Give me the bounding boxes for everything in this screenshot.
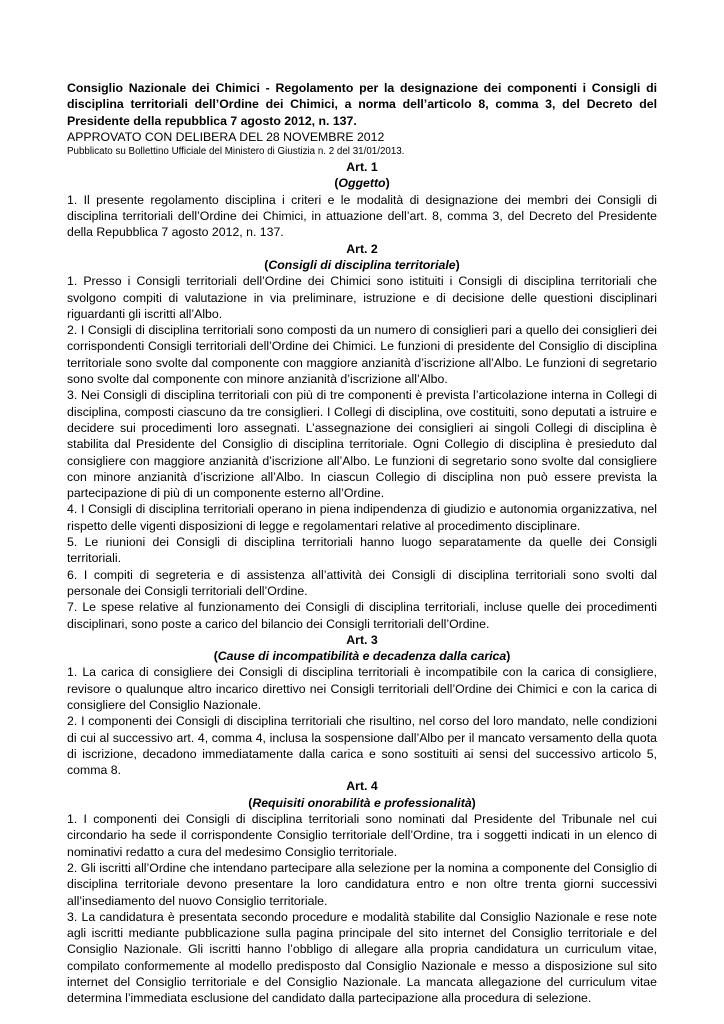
article-paragraph: 3. La candidatura è presentata secondo procedure e modalità stabilite dal Consiglio Nazionale e rese note agli iscritti mediante pubblicazione sulla pagina principale del sito internet del Consiglio territoriale e del Consiglio Nazionale. Gli iscritti hanno l’obbligo di allegare alla propria candidatura un curriculum vitae, compilato conformemente al modello predisposto dal Consiglio Nazionale e messo a disposizione sul sito internet del Consiglio territoriale e del Consiglio Nazionale. La mancata allegazione del curriculum vitae determina l’immediata esclusione del candidato dalla partecipazione alla procedura di selezione. <box>67 909 657 1006</box>
article-number: Art. 2 <box>346 241 378 256</box>
article-paragraph: 1. Presso i Consigli territoriali dell’Ordine dei Chimici sono istituiti i Consigli di disciplina territoriali che svolgono compiti di valutazione in via preliminare, istruzione e di decisione delle questioni disciplinari riguardanti gli iscritti all’Albo. <box>67 274 657 321</box>
article-title: (Oggetto) <box>334 176 390 191</box>
article-paragraph: 3. Nei Consigli di disciplina territoriali con più di tre componenti è prevista l’articolazione interna in Collegi di disciplina, composti ciascuno da tre consiglieri. I Collegi di disciplina, ove costituiti, sono deputati a istruire e decidere sui procedimenti loro assegnati. L’assegnazione dei consiglieri ai singoli Collegi di disciplina è stabilita dal Presidente del Consiglio di disciplina territoriale. Ogni Collegio di disciplina è presieduto dal consigliere con maggiore anzianità d’iscrizione all’Albo. Le funzioni di segretario sono svolte dal consigliere con minore anzianità d’iscrizione all’Albo. In ciascun Collegio di disciplina non può essere prevista la partecipazione di più di un componente esterno all’Ordine. <box>67 388 657 501</box>
article-paragraph: 2. Gli iscritti all’Ordine che intendano partecipare alla selezione per la nomina a componente del Consiglio di disciplina territoriale devono presentare la loro candidatura entro e non oltre trenta giorni successivi all’insediamento del nuovo Consiglio territoriale. <box>67 860 657 908</box>
article-paragraph: 2. I Consigli di disciplina territoriali sono composti da un numero di consiglieri pari a quello dei consiglieri dei corrispondenti Consigli territoriali dell’Ordine dei Chimici. Le funzioni di presidente del Consiglio di disciplina territoriale sono svolte dal componente con maggiore anzianità d’iscrizione all’Albo. Le funzioni di segretario sono svolte dal componente con minore anzianità d’iscrizione all’Albo. <box>67 323 657 387</box>
article-paragraph: 2. I componenti dei Consigli di disciplina territoriali che risultino, nel corso del loro mandato, nelle condizioni di cui al successivo art. 4, comma 4, inclusa la sospensione dall’Albo per il mancato versamento della quota di iscrizione, decadono immediatamente dalla carica e sono sostituiti ai sensi del successivo articolo 5, comma 8. <box>67 714 657 778</box>
article-number: Art. 3 <box>346 632 378 647</box>
article-paragraph: 7. Le spese relative al funzionamento dei Consigli di disciplina territoriali, incluse quelle dei procedimenti disciplinari, sono poste a carico del bilancio dei Consigli territoriali dell’Ordine. <box>67 600 657 631</box>
article-number: Art. 1 <box>346 160 378 175</box>
article-paragraph: 5. Le riunioni dei Consigli di disciplina territoriali hanno luogo separatamente da quelle dei Consigli territoriali. <box>67 535 657 566</box>
article-paragraph: 1. La carica di consigliere dei Consigli di disciplina territoriali è incompatibile con la carica di consigliere, revisore o qualunque altro incarico direttivo nei Consigli territoriali dell’Ordine dei Chimici e con la carica di consigliere del Consiglio Nazionale. <box>67 665 657 712</box>
article-title: (Consigli di disciplina territoriale) <box>264 257 460 272</box>
article-title-text: Requisiti onorabilità e professionalità <box>252 795 472 810</box>
article-paragraph: 4. I Consigli di disciplina territoriali operano in piena indipendenza di giudizio e autonomia organizzativa, nel rispetto delle vigenti disposizioni di legge e regolamentari relative al procedimento disciplinare. <box>67 502 657 533</box>
article-title: (Cause di incompatibilità e decadenza dalla carica) <box>213 649 511 664</box>
document-title: Consiglio Nazionale dei Chimici - Regolamento per la designazione dei componenti i Consigli di disciplina territoriali dell’Ordine dei Chimici, a norma dell’articolo 8, comma 3, del Decreto del Presidente della repubblica 7 agosto 2012, n. 137. <box>67 81 657 128</box>
article-title: (Requisiti onorabilità e professionalità) <box>248 795 476 810</box>
article-title-text: Consigli di disciplina territoriale <box>268 257 456 272</box>
article-title-text: Oggetto <box>338 176 386 191</box>
document-page <box>67 80 657 1007</box>
article-paragraph: 1. I componenti dei Consigli di disciplina territoriali sono nominati dal Presidente del Tribunale nel cui circondario ha sede il corrispondente Consiglio territoriale dell’Ordine, tra i soggetti indicati in un elenco di nominativi redatto a cura del medesimo Consiglio territoriale. <box>67 812 657 859</box>
article-title-text: Cause di incompatibilità e decadenza dalla carica <box>217 649 507 664</box>
approval-line: APPROVATO CON DELIBERA DEL 28 NOVEMBRE 2012 <box>67 129 385 144</box>
article-number: Art. 4 <box>346 779 378 794</box>
article-paragraph: 1. Il presente regolamento disciplina i criteri e le modalità di designazione dei membri dei Consigli di disciplina territoriali dell’Ordine dei Chimici, in attuazione dell’art. 8, comma 3, del Decreto del Presidente della Repubblica 7 agosto 2012, n. 137. <box>67 192 657 240</box>
publication-note: Pubblicato su Bollettino Ufficiale del Ministero di Giustizia n. 2 del 31/01/2013. <box>67 146 405 158</box>
article-paragraph: 6. I compiti di segreteria e di assistenza all’attività dei Consigli di disciplina territoriali sono svolti dal personale dei Consigli territoriali dell’Ordine. <box>67 567 657 598</box>
